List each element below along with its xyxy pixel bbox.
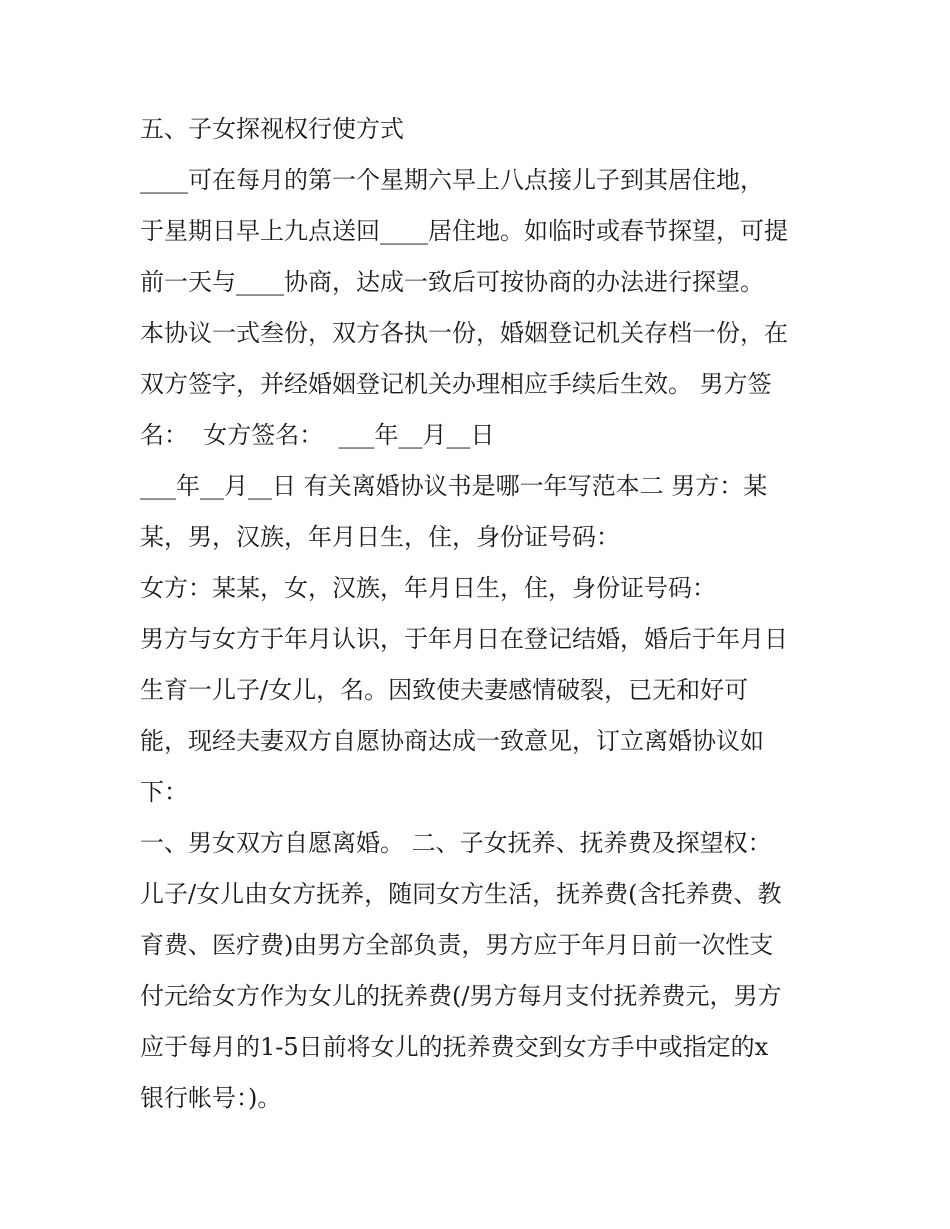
body-line: 双方签字，并经婚姻登记机关办理相应手续后生效。 男方签 <box>140 370 772 398</box>
body-line: 于星期日早上九点送回____居住地。如临时或春节探望，可提 <box>140 217 788 245</box>
body-line: 前一天与____协商，达成一致后可按协商的办法进行探望。 <box>140 268 764 296</box>
document-body <box>140 104 820 1124</box>
section-heading-visitation: 五、子女探视权行使方式 <box>140 115 404 143</box>
body-line: 一、男女双方自愿离婚。 二、子女抚养、抚养费及探望权： <box>140 829 772 857</box>
body-line: 生育一儿子/女儿，名。因致使夫妻感情破裂，已无和好可 <box>140 676 749 704</box>
body-line: 能，现经夫妻双方自愿协商达成一致意见，订立离婚协议如 <box>140 727 764 755</box>
body-line: 应于每月的1-5日前将女儿的抚养费交到女方手中或指定的x <box>140 1033 769 1061</box>
body-line: 儿子/女儿由女方抚养，随同女方生活，抚养费(含托养费、教 <box>140 880 782 908</box>
body-line: ____可在每月的第一个星期六早上八点接儿子到其居住地， <box>140 166 764 194</box>
body-line: 本协议一式叁份，双方各执一份，婚姻登记机关存档一份，在 <box>140 319 788 347</box>
body-line: ___年__月__日 有关离婚协议书是哪一年写范本二 男方：某 <box>140 472 768 500</box>
body-line: 下： <box>140 778 188 806</box>
body-line: 女方：某某，女，汉族，年月日生，住，身份证号码： <box>140 574 716 602</box>
body-line: 某，男，汉族，年月日生，住，身份证号码： <box>140 523 620 551</box>
body-line: 育费、医疗费)由男方全部负责，男方应于年月日前一次性支 <box>140 931 774 959</box>
signature-line: 名： 女方签名： ___年__月__日 <box>140 421 495 449</box>
body-line: 男方与女方于年月认识，于年月日在登记结婚，婚后于年月日 <box>140 625 788 653</box>
body-line: 付元给女方作为女儿的抚养费(/男方每月支付抚养费元，男方 <box>140 982 782 1010</box>
body-line: 银行帐号：)。 <box>140 1084 282 1112</box>
